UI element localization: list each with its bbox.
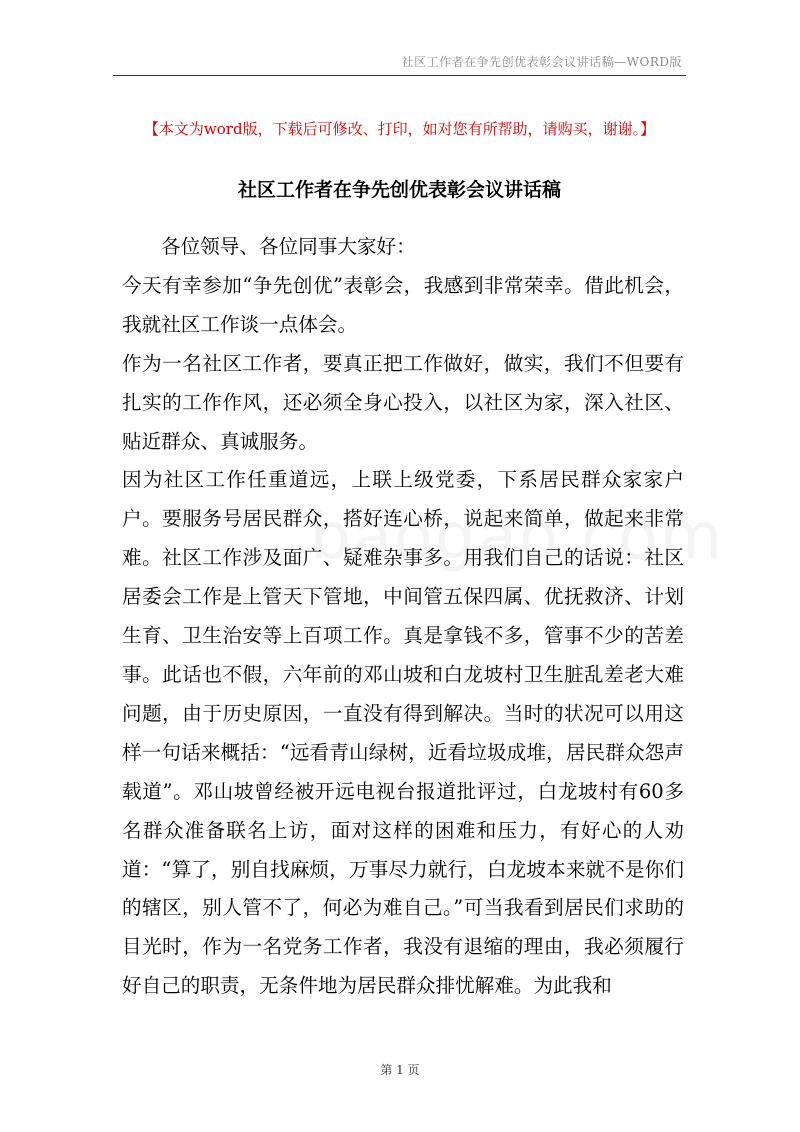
document-title: 社区工作者在争先创优表彰会议讲话稿 <box>237 179 561 201</box>
header-divider <box>113 75 686 76</box>
document-body <box>122 228 684 1006</box>
paragraph-greeting: 各位领导、各位同事大家好： <box>161 235 416 258</box>
paragraph: 今天有幸参加“争先创优”表彰会，我感到非常荣幸。借此机会，我就社区工作谈一点体会。 <box>122 273 684 336</box>
page-number: 第 1 页 <box>380 1063 420 1077</box>
paragraph: 因为社区工作任重道远，上联上级党委，下系居民群众家家户户。要服务号居民群众，搭好连心桥，说起来简单，做起来非常难。社区工作涉及面广、疑难杂事多。用我们自己的话说：社区居委会工作是上管天下管地，中间管五保四属、优抚救济、计划生育、卫生治安等上百项工作。真是拿钱不多，管事不少的苦差事。此话也不假，六年前的邓山坡和白龙坡村卫生脏乱差老大难问题，由于历史原因，一直没有得到解决。当时的状况可以用这样一句话来概括：“远看青山绿树，近看垃圾成堆，居民群众怨声载道”。邓山坡曾经被开远电视台报道批评过，白龙坡村有60多名群众准备联名上访，面对这样的困难和压力，有好心的人劝道：“算了，别自找麻烦，万事尽力就行，白龙坡本来就不是你们的辖区，别人管不了，何必为难自己。”可当我看到居民们求助的目光时，作为一名党务工作者，我没有退缩的理由，我必须履行好自己的职责，无条件地为居民群众排忧解难。为此我和 <box>122 468 684 998</box>
paragraph: 作为一名社区工作者，要真正把工作做好，做实，我们不但要有扎实的工作作风，还必须全身心投入，以社区为家，深入社区、贴近群众、真诚服务。 <box>122 351 684 453</box>
download-notice: 【本文为word版，下载后可修改、打印，如对您有所帮助，请购买，谢谢。】 <box>143 120 656 138</box>
running-header: 社区工作者在争先创优表彰会议讲话稿—WORD版 <box>401 55 682 69</box>
